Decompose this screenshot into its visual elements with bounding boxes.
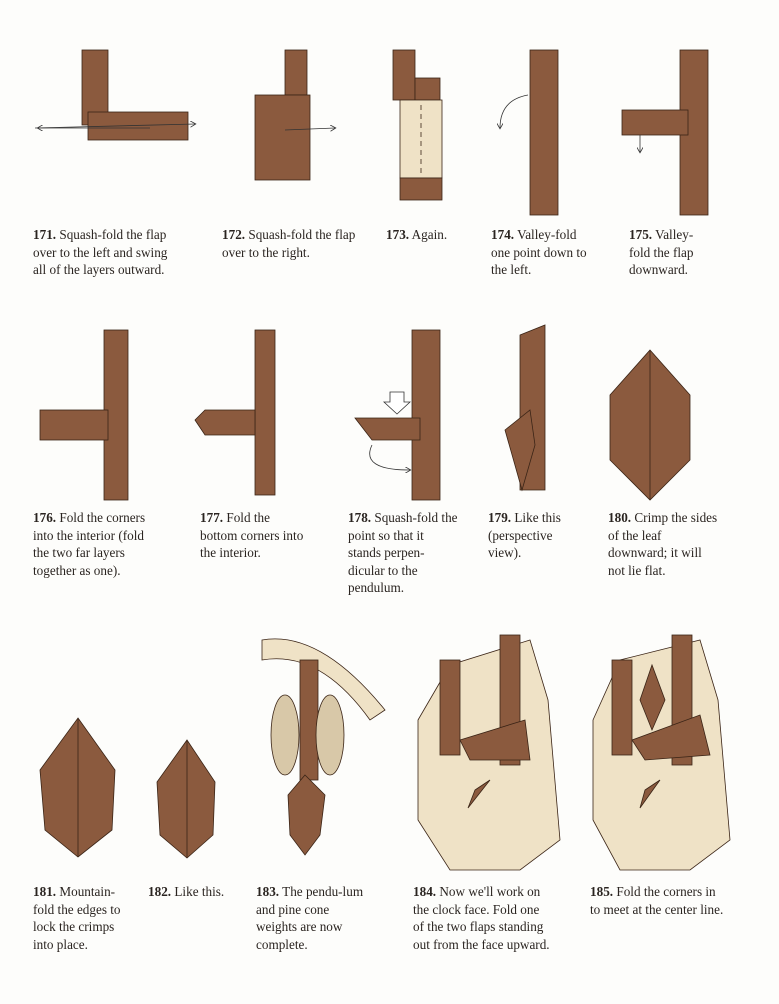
diagram-185 [593,635,730,870]
diagram-180 [610,350,690,500]
step-number: 175. [629,227,653,242]
diagram-182 [157,740,215,858]
diagram-177 [195,330,275,495]
step-number: 184. [413,884,437,899]
step-text: Valley-fold one point down to the left. [491,227,587,277]
step-caption-180 [608,509,718,579]
step-caption-171 [33,226,183,279]
diagram-175 [622,50,708,215]
step-text: Squash-fold the flap over to the right. [222,227,356,260]
step-number: 173. [386,227,410,242]
step-text: Fold the bottom corners into the interior. [200,510,304,560]
diagram-179 [505,325,545,490]
step-text: Fold the corners into the interior (fold the two far layers together as one). [33,510,146,578]
step-caption-174 [491,226,591,279]
step-caption-183 [256,883,371,953]
diagram-173 [393,50,442,200]
step-number: 171. [33,227,57,242]
step-caption-181 [33,883,133,953]
step-text: Crimp the sides of the leaf downward; it will not lie flat. [608,510,718,578]
diagram-181 [40,718,115,857]
step-caption-179 [488,509,578,562]
step-caption-172 [222,226,357,261]
diagram-176 [40,330,128,500]
diagram-172 [255,50,335,180]
step-caption-177 [200,509,305,562]
diagram-184 [418,635,560,870]
step-text: Squash-fold the point so that it stands perpen-dicular to the pendulum. [348,510,458,595]
step-number: 177. [200,510,224,525]
step-number: 179. [488,510,512,525]
step-caption-176 [33,509,163,579]
step-number: 183. [256,884,280,899]
diagram-174 [500,50,558,215]
step-number: 176. [33,510,57,525]
step-number: 182. [148,884,172,899]
step-number: 181. [33,884,57,899]
step-text: Fold the corners in to meet at the center line. [590,884,724,917]
step-caption-185 [590,883,725,918]
step-text: Like this (perspective view). [488,510,561,560]
step-text: Mountain-fold the edges to lock the crimps into place. [33,884,121,952]
step-caption-173 [386,226,476,244]
step-number: 172. [222,227,246,242]
step-number: 180. [608,510,632,525]
step-number: 178. [348,510,372,525]
step-text: Valley-fold the flap downward. [629,227,694,277]
step-text: The pendu-lum and pine cone weights are now complete. [256,884,364,952]
step-text: Again. [411,227,448,242]
diagram-171 [35,50,195,140]
step-number: 185. [590,884,614,899]
step-caption-178 [348,509,458,597]
diagram-183 [262,639,385,855]
step-text: Now we'll work on the clock face. Fold one of the two flaps standing out from the face upward. [413,884,550,952]
step-number: 174. [491,227,515,242]
step-text: Squash-fold the flap over to the left and swing all of the layers outward. [33,227,168,277]
diagram-178 [355,330,440,500]
step-text: Like this. [174,884,225,899]
step-caption-182 [148,883,248,901]
step-caption-184 [413,883,553,953]
step-caption-175 [629,226,709,279]
